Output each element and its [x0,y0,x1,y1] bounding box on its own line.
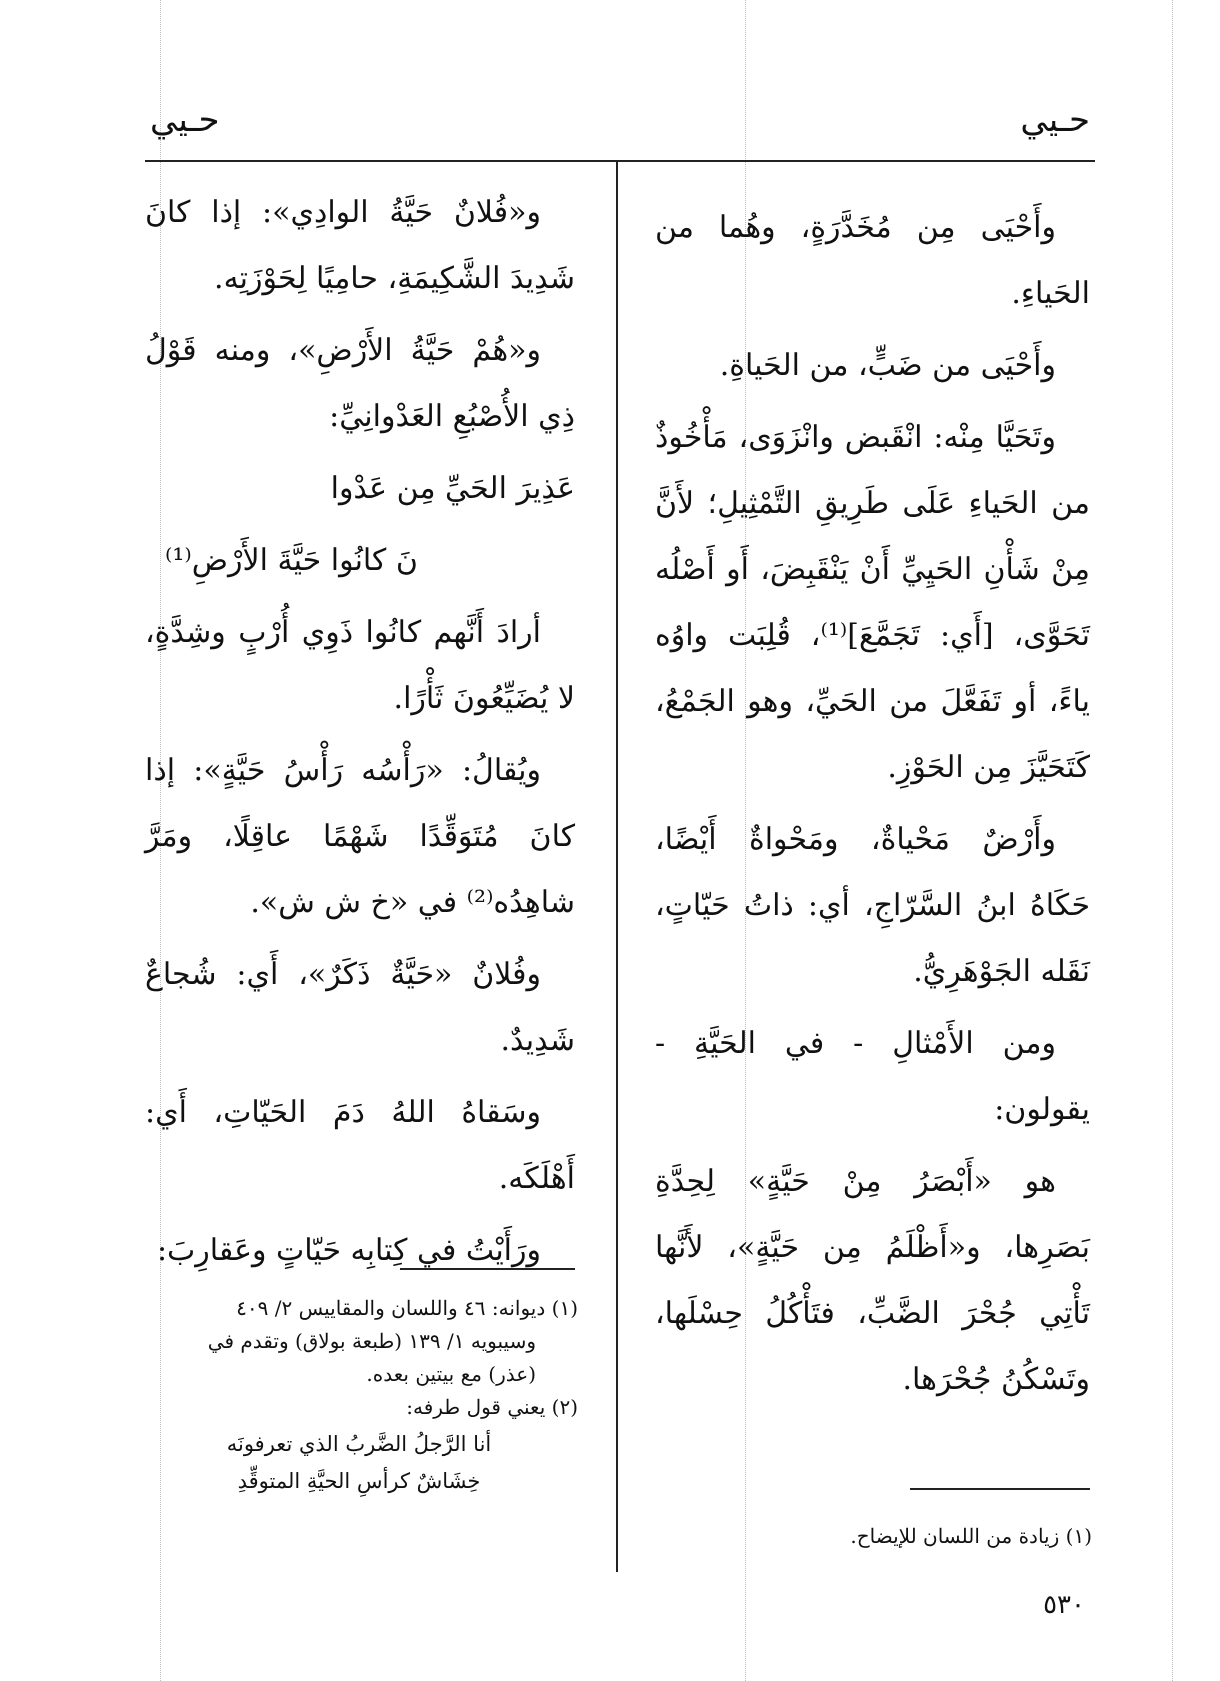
footnote-rule-right [910,1488,1090,1490]
footnote-verse: خِشَاشٌ كرأسِ الحيَّةِ المتوقِّدِ [237,1469,481,1493]
footnote-line: (١) ديوانه: ٤٦ واللسان والمقاييس ٢/ ٤٠٩ [236,1296,578,1320]
paragraph: و«فُلانٌ حَيَّةُ الوادِي»: إذا كانَ شَدِيدَ الشَّكِيمَةِ، حامِيًا لِحَوْزَتِه. [145,195,575,296]
paragraph: وتَحَيَّا مِنْه: انْقَبض وانْزَوَى، مَأْخُوذٌ من الحَياءِ عَلَى طَرِيقِ التَّمْثِيلِ؛ لأَنَّ مِنْ شَأْنِ الحَيِيِّ أَنْ يَنْقَبِضَ، أَو أَصْلُه تَحَوَّى، [أَي: تَجَمَّعَ]⁽¹⁾، قُلِبَت واوُه ياءً، أو تَفَعَّلَ من الحَيِّ، وهو الجَمْعُ، كَتَحَيَّزَ مِن الحَوْزِ. [655,420,1090,785]
scan-guide-line [1172,0,1173,1681]
footnote-line: وسيبويه ١/ ١٣٩ (طبعة بولاق) وتقدم في [207,1329,536,1353]
verse-second-hemistich: نَ كانُوا حَيَّةَ الأَرْضِ⁽¹⁾ [165,543,418,578]
paragraph: وأَحْيَى مِن مُخَدَّرَةٍ، وهُما من الحَياءِ. [655,210,1090,311]
running-header-right: حـيي [1020,100,1090,140]
header-rule [145,160,1095,162]
footnotes-right [700,1520,1092,1553]
column-divider [616,162,618,1572]
footnote-line: (١) زيادة من اللسان للإيضاح. [850,1524,1092,1548]
paragraph: وسَقاهُ اللهُ دَمَ الحَيّاتِ، أَي: أَهْلَكَه. [145,1095,575,1196]
paragraph: وفُلانٌ «حَيَّةٌ ذَكَرٌ»، أَي: شُجاعٌ شَدِيدٌ. [145,957,575,1058]
footnote-verse: أنا الرَّجلُ الضَّربُ الذي تعرفونَه [226,1432,492,1456]
paragraph: وأَحْيَى من ضَبٍّ، من الحَياةِ. [719,348,1056,383]
right-column [655,195,1090,1419]
verse-first-hemistich: عَذِيرَ الحَيِّ مِن عَدْوا [330,471,575,506]
footnote-rule-left [400,1268,575,1270]
left-column [145,180,575,1290]
footnote-line: (٢) يعني قول طرفه: [406,1395,578,1419]
paragraph: ومن الأَمْثالِ - في الحَيَّةِ - يقولون: [655,1026,1090,1127]
paragraph: وأَرْضٌ مَحْياةٌ، ومَحْواةٌ أَيْضًا، حَكَاهُ ابنُ السَّرّاجِ، أي: ذاتُ حَيّاتٍ، نَقَله الجَوْهَرِيُّ. [655,822,1090,989]
paragraph: ويُقالُ: «رَأْسُه رَأْسُ حَيَّةٍ»: إذا كانَ مُتَوَقِّدًا شَهْمًا عاقِلًا، ومَرَّ شاهِدُه⁽²⁾ في «خ ش ش». [145,753,575,920]
paragraph: أرادَ أَنَّهم كانُوا ذَوِي أُرْبٍ وشِدَّةٍ، لا يُضَيِّعُونَ ثَأْرًا. [145,615,575,716]
paragraph: و«هُمْ حَيَّةُ الأَرْضِ»، ومنه قَوْلُ ذِي الأُصْبُعِ العَدْوانِيِّ: [145,333,575,434]
running-header-left: حـيي [150,100,220,140]
page-number: ٥٣٠ [1043,1590,1085,1620]
footnotes-left [140,1292,578,1498]
footnote-line: (عذر) مع بيتين بعده. [366,1362,536,1386]
paragraph: هو «أَبْصَرُ مِنْ حَيَّةٍ» لِحِدَّةِ بَصَرِها، و«أَظْلَمُ مِن حَيَّةٍ»، لأَنَّها تَأْتِي جُحْرَ الضَّبِّ، فتَأْكُلُ حِسْلَها، وتَسْكُنُ جُحْرَها. [655,1164,1090,1397]
paragraph: ورَأَيْتُ في كِتابِه حَيّاتٍ وعَقارِبَ: [156,1233,541,1268]
